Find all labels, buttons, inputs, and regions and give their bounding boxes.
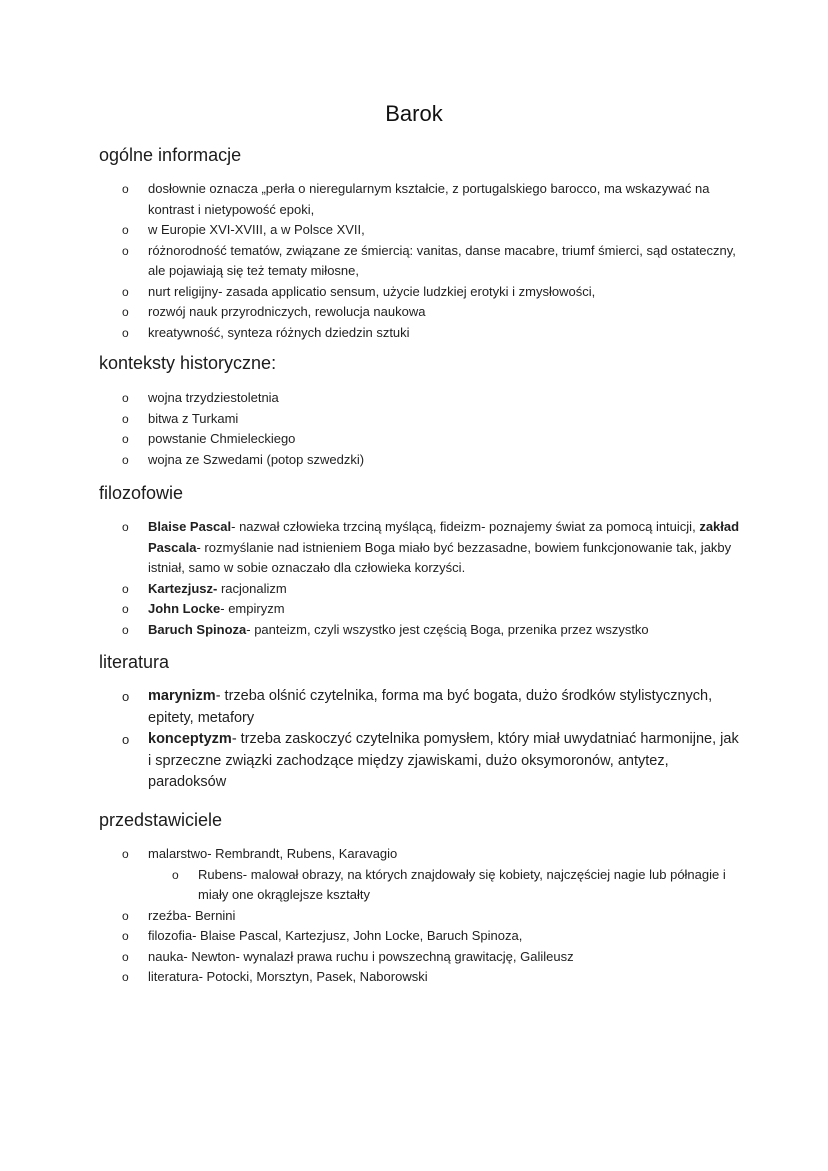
bullet-icon: o bbox=[122, 243, 129, 258]
list-item: o malarstwo- Rembrandt, Rubens, Karavagio bbox=[0, 844, 740, 865]
bullet-icon: o bbox=[122, 929, 129, 943]
list-item: o wojna trzydziestoletnia bbox=[0, 388, 740, 409]
list-item: o powstanie Chmieleckiego bbox=[0, 429, 740, 450]
bullet-icon: o bbox=[122, 908, 129, 923]
section-heading-literature: literatura bbox=[99, 652, 170, 672]
bullet-icon: o bbox=[122, 305, 129, 319]
list-item: o Kartezjusz- racjonalizm bbox=[0, 579, 740, 600]
list-item: o John Locke- empiryzm bbox=[0, 599, 740, 620]
bullet-icon: o bbox=[122, 581, 129, 596]
bullet-icon: o bbox=[122, 949, 129, 964]
bullet-icon: o bbox=[122, 391, 129, 405]
bullet-icon: o bbox=[122, 602, 129, 616]
bullet-icon: o bbox=[122, 689, 130, 704]
list-item: o rozwój nauk przyrodniczych, rewolucja naukowa bbox=[0, 302, 740, 323]
section-heading-philosophers: filozofowie bbox=[99, 483, 184, 503]
sub-list-item: o Rubens- malował obrazy, na których znajdowały się kobiety, najczęściej nagie lub półnagie i miały one okrąglejsze kształty bbox=[172, 866, 726, 902]
bullet-icon: o bbox=[122, 432, 129, 446]
bullet-icon: o bbox=[122, 182, 129, 196]
list-item: o rzeźba- Bernini bbox=[0, 906, 740, 927]
list-item: o nurt religijny- zasada applicatio sensum, użycie ludzkiej erotyki i zmysłowości, bbox=[0, 282, 740, 303]
list-item: o bitwa z Turkami bbox=[0, 409, 740, 430]
list-item: o różnorodność tematów, związane ze śmiercią: vanitas, danse macabre, triumf śmierci, sąd ostateczny, ale pojawiają się też tematy miłosne, bbox=[122, 242, 736, 278]
list-item: o Baruch Spinoza- panteizm, czyli wszystko jest częścią Boga, przenika przez wszystko bbox=[0, 620, 740, 641]
list-item: o literatura- Potocki, Morsztyn, Pasek, Naborowski bbox=[0, 967, 740, 988]
general-info-list bbox=[0, 179, 740, 343]
historical-context-list bbox=[0, 388, 740, 470]
list-item: o nauka- Newton- wynalazł prawa ruchu i powszechną grawitację, Galileusz bbox=[0, 947, 740, 968]
bullet-icon: o bbox=[122, 284, 129, 299]
bullet-icon: o bbox=[122, 520, 129, 534]
bullet-icon: o bbox=[172, 867, 179, 882]
representatives-list bbox=[0, 844, 740, 988]
bullet-icon: o bbox=[122, 847, 129, 861]
section-heading-historical-context: konteksty historyczne: bbox=[99, 353, 277, 373]
literature-list bbox=[0, 686, 740, 794]
bullet-icon: o bbox=[122, 325, 129, 340]
bullet-icon: o bbox=[122, 452, 129, 467]
bullet-icon: o bbox=[122, 970, 129, 984]
list-item: o filozofia- Blaise Pascal, Kartezjusz, John Locke, Baruch Spinoza, bbox=[0, 926, 740, 947]
section-heading-general-info: ogólne informacje bbox=[99, 145, 242, 165]
bullet-icon: o bbox=[122, 223, 129, 237]
list-item: o Blaise Pascal- nazwał człowieka trzciną myślącą, fideizm- poznajemy świat za pomocą intuicji, zakład Pascala- rozmyślanie nad istnieniem Boga miało być bezzasadne, bowiem funkcjonowanie tak, jakby istniał, samo w sobie oznaczało dla człowieka korzyści. bbox=[122, 519, 740, 575]
section-heading-representatives: przedstawiciele bbox=[99, 810, 223, 830]
bullet-icon: o bbox=[122, 411, 129, 426]
philosophers-list bbox=[0, 517, 740, 640]
list-item: o w Europie XVI-XVIII, a w Polsce XVII, bbox=[0, 220, 740, 241]
list-item: o kreatywność, synteza różnych dziedzin sztuki bbox=[0, 323, 740, 344]
document-title: Barok bbox=[385, 101, 443, 126]
bullet-icon: o bbox=[122, 622, 129, 637]
bullet-icon: o bbox=[122, 732, 130, 747]
list-item: o dosłownie oznacza „perła o nieregularnym kształcie, z portugalskiego barocco, ma wskazywać na kontrast i nietypowość epoki, bbox=[122, 181, 710, 217]
list-item: o marynizm- trzeba olśnić czytelnika, forma ma być bogata, dużo środków stylistycznych, epitety, metafory bbox=[122, 688, 713, 726]
list-item: o wojna ze Szwedami (potop szwedzki) bbox=[0, 450, 740, 471]
list-item: o konceptyzm- trzeba zaskoczyć czytelnika pomysłem, który miał uwydatniać harmonijne, jak i sprzeczne związki zachodzące między zjawiskami, dużo oksymoronów, antytez, paradoksów bbox=[122, 731, 739, 790]
